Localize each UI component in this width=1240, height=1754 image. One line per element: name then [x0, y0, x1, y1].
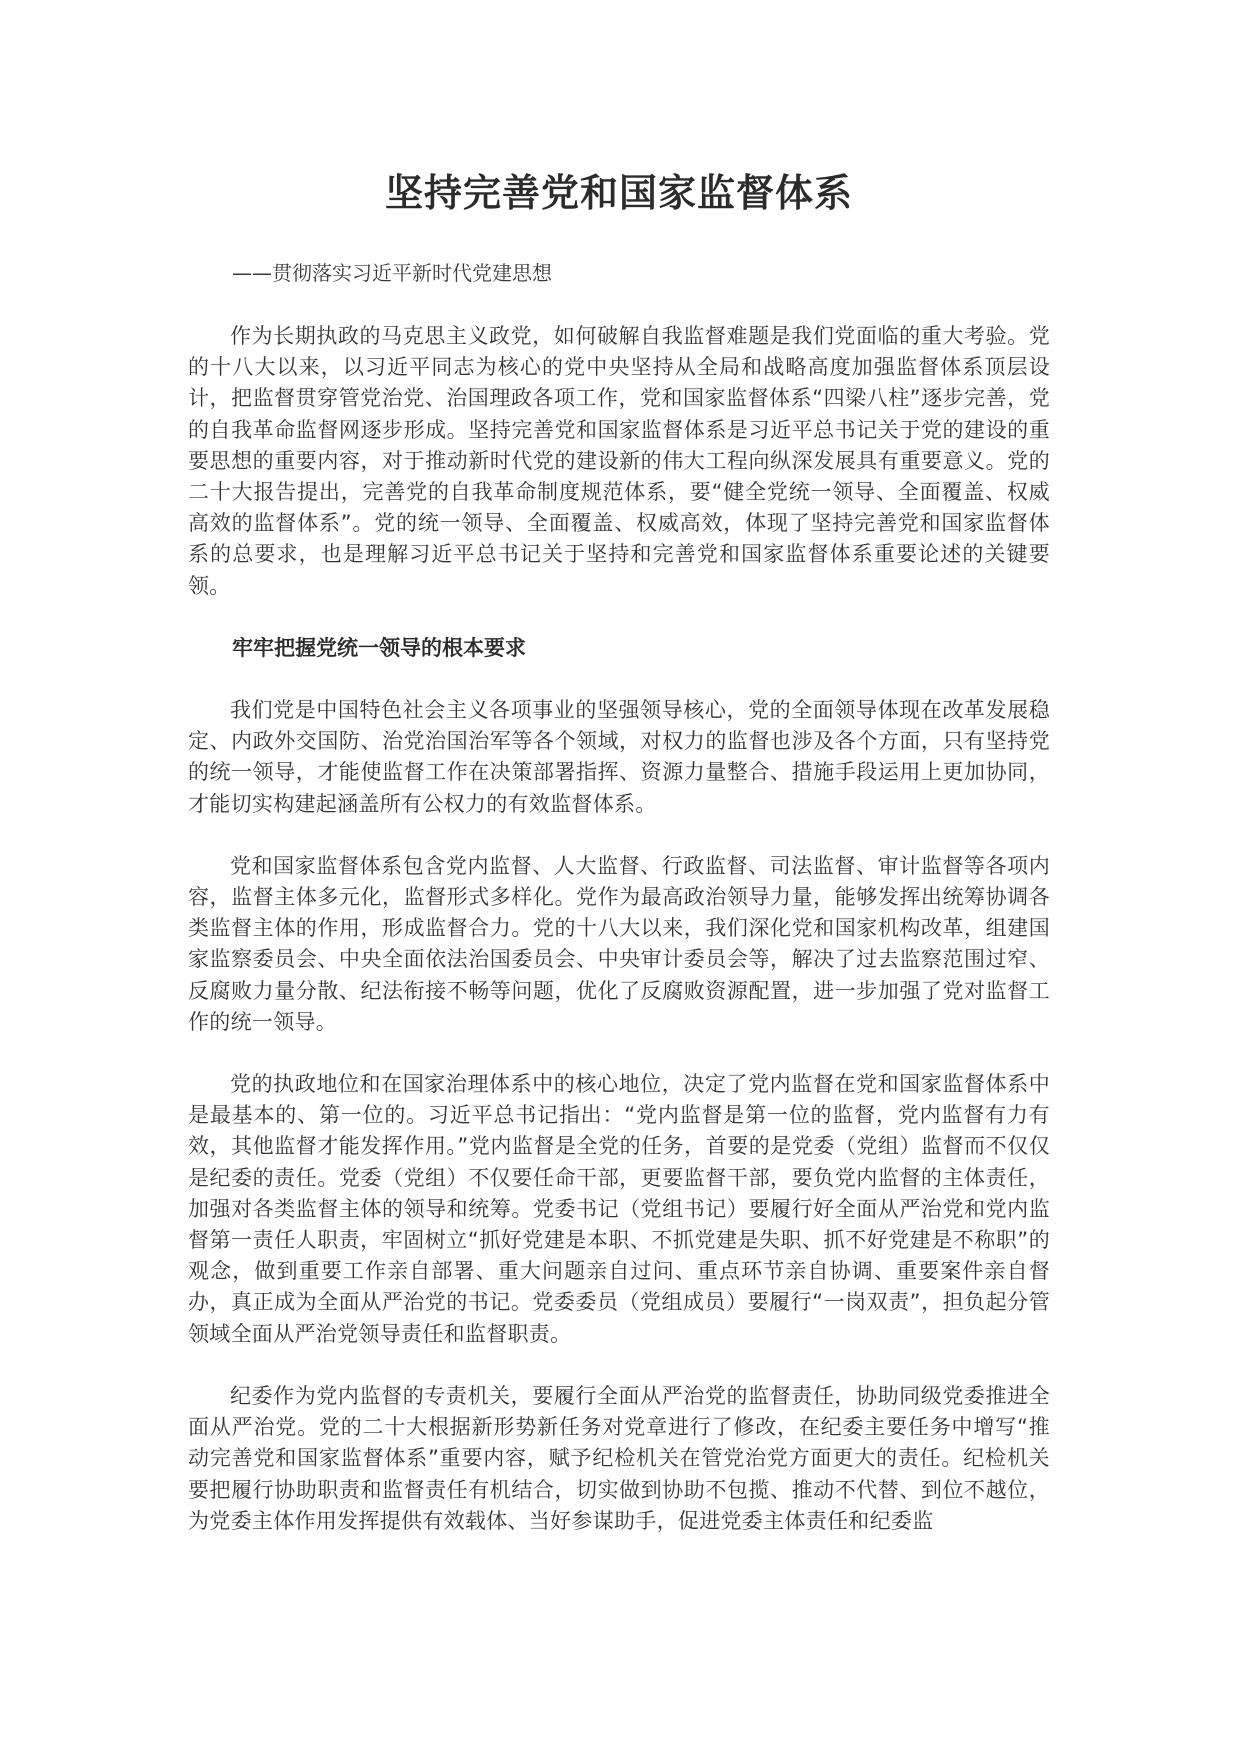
paragraph-5: 纪委作为党内监督的专责机关，要履行全面从严治党的监督责任，协助同级党委推进全面从严治党。党的二十大根据新形势新任务对党章进行了修改，在纪委主要任务中增写“推动完善党和国家监督体系”重要内容，赋予纪检机关在管党治党方面更大的责任。纪检机关要把履行协助职责和监督责任有机结合，切实做到协助不包揽、推动不代替、到位不越位，为党委主体作用发挥提供有效载体、当好参谋助手，促进党委主体责任和纪委监: [188, 1383, 1050, 1533]
section-heading: 牢牢把握党统一领导的根本要求: [232, 635, 526, 660]
document-body: [188, 321, 1050, 1568]
document-subtitle: ——贯彻落实习近平新时代党建思想: [232, 261, 552, 285]
paragraph-3: 党和国家监督体系包含党内监督、人大监督、行政监督、司法监督、审计监督等各项内容，监督主体多元化，监督形式多样化。党作为最高政治领导力量，能够发挥出统筹协调各类监督主体的作用，形成监督合力。党的十八大以来，我们深化党和国家机构改革，组建国家监察委员会、中央全面依法治国委员会、中央审计委员会等，解决了过去监察范围过窄、反腐败力量分散、纪法衔接不畅等问题，优化了反腐败资源配置，进一步加强了党对监督工作的统一领导。: [188, 853, 1050, 1034]
document-title: 坚持完善党和国家监督体系: [384, 171, 853, 215]
paragraph-2: 我们党是中国特色社会主义各项事业的坚强领导核心，党的全面领导体现在改革发展稳定、内政外交国防、治党治国治军等各个领域，对权力的监督也涉及各个方面，只有坚持党的统一领导，才能使监督工作在决策部署指挥、资源力量整合、措施手段运用上更加协同，才能切实构建起涵盖所有公权力的有效监督体系。: [188, 698, 1050, 816]
paragraph-4: 党的执政地位和在国家治理体系中的核心地位，决定了党内监督在党和国家监督体系中是最基本的、第一位的。习近平总书记指出：“党内监督是第一位的监督，党内监督有力有效，其他监督才能发挥作用。”党内监督是全党的任务，首要的是党委（党组）监督而不仅仅是纪委的责任。党委（党组）不仅要任命干部，更要监督干部，要负党内监督的主体责任，加强对各类监督主体的领导和统筹。党委书记（党组书记）要履行好全面从严治党和党内监督第一责任人职责，牢固树立“抓好党建是本职、不抓党建是失职、抓不好党建是不称职”的观念，做到重要工作亲自部署、重大问题亲自过问、重点环节亲自协调、重要案件亲自督办，真正成为全面从严治党的书记。党委委员（党组成员）要履行“一岗双责”，担负起分管领域全面从严治党领导责任和监督职责。: [188, 1072, 1050, 1346]
paragraph-intro: 作为长期执政的马克思主义政党，如何破解自我监督难题是我们党面临的重大考验。党的十八大以来，以习近平同志为核心的党中央坚持从全局和战略高度加强监督体系顶层设计，把监督贯穿管党治党、治国理政各项工作，党和国家监督体系“四梁八柱”逐步完善，党的自我革命监督网逐步形成。坚持完善党和国家监督体系是习近平总书记关于党的建设的重要思想的重要内容，对于推动新时代党的建设新的伟大工程向纵深发展具有重要意义。党的二十大报告提出，完善党的自我革命制度规范体系，要“健全党统一领导、全面覆盖、权威高效的监督体系”。党的统一领导、全面覆盖、权威高效，体现了坚持完善党和国家监督体系的总要求，也是理解习近平总书记关于坚持和完善党和国家监督体系重要论述的关键要领。: [188, 324, 1050, 598]
document-page: [188, 0, 1050, 1754]
